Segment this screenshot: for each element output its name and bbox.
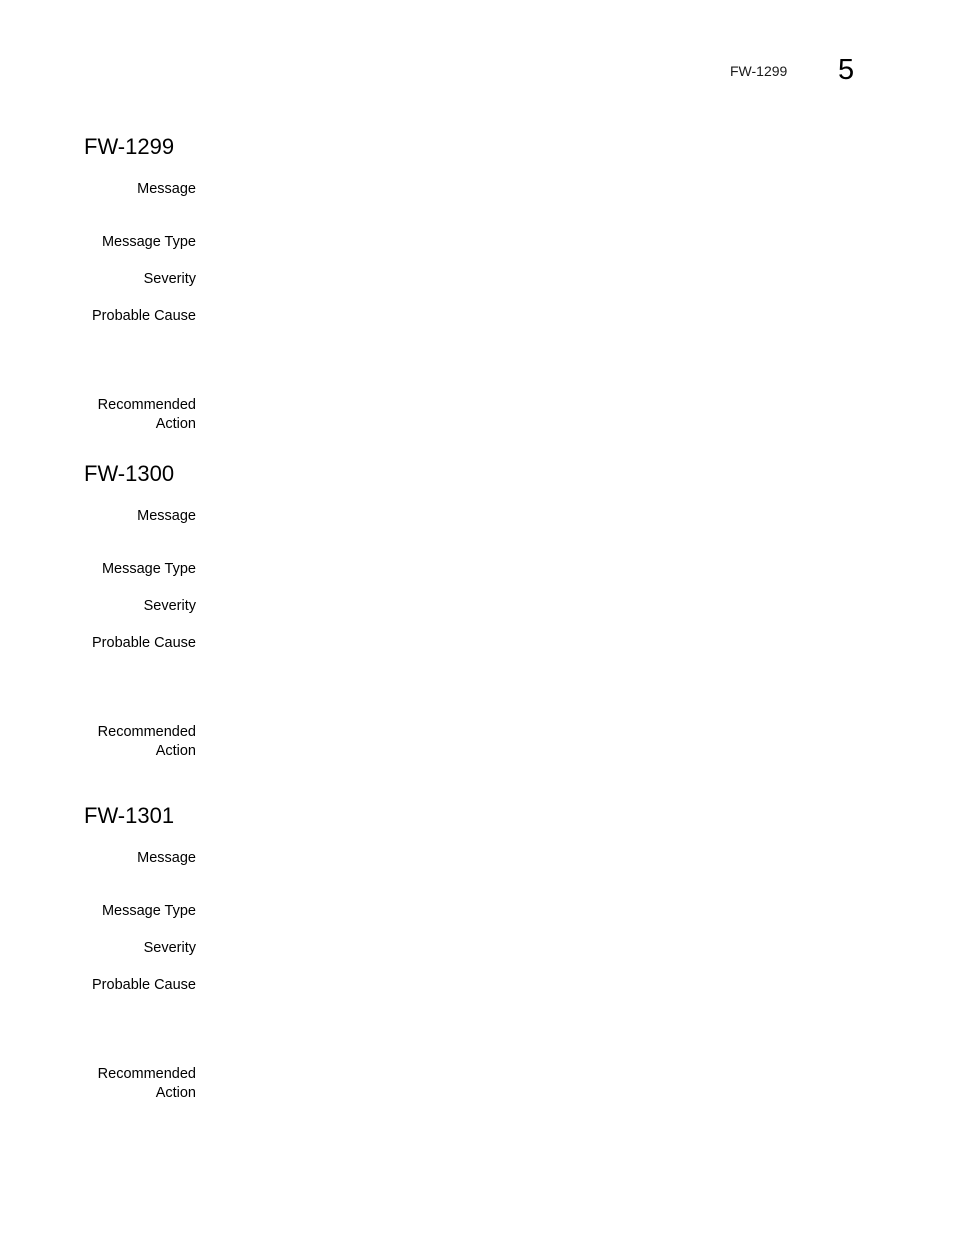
probable-cause-label: Probable Cause — [92, 308, 196, 324]
message-type-label: Message Type — [101, 561, 196, 577]
recommended-action-label — [98, 1065, 196, 1103]
severity-label: Severity — [143, 598, 196, 614]
recommended-action-label-line2: Action — [155, 416, 196, 432]
running-head-title: FW-1299 — [730, 63, 788, 79]
recommended-action-label — [98, 396, 196, 434]
recommended-action-label-line1: Recommended — [97, 1066, 196, 1082]
message-label: Message — [137, 850, 196, 866]
recommended-action-label-line1: Recommended — [97, 724, 196, 740]
entry-title: FW-1300 — [84, 461, 175, 486]
message-label: Message — [137, 181, 196, 197]
message-type-label: Message Type — [101, 234, 196, 250]
probable-cause-label: Probable Cause — [92, 635, 196, 651]
recommended-action-label — [98, 723, 196, 761]
probable-cause-label: Probable Cause — [92, 977, 196, 993]
severity-label: Severity — [143, 271, 196, 287]
entry-title: FW-1301 — [84, 803, 175, 828]
entry-title: FW-1299 — [84, 134, 175, 159]
recommended-action-label-line2: Action — [155, 743, 196, 759]
recommended-action-label-line2: Action — [155, 1085, 196, 1101]
message-label: Message — [137, 508, 196, 524]
message-type-label: Message Type — [101, 903, 196, 919]
severity-label: Severity — [143, 940, 196, 956]
chapter-number: 5 — [838, 54, 855, 86]
recommended-action-label-line1: Recommended — [97, 397, 196, 413]
